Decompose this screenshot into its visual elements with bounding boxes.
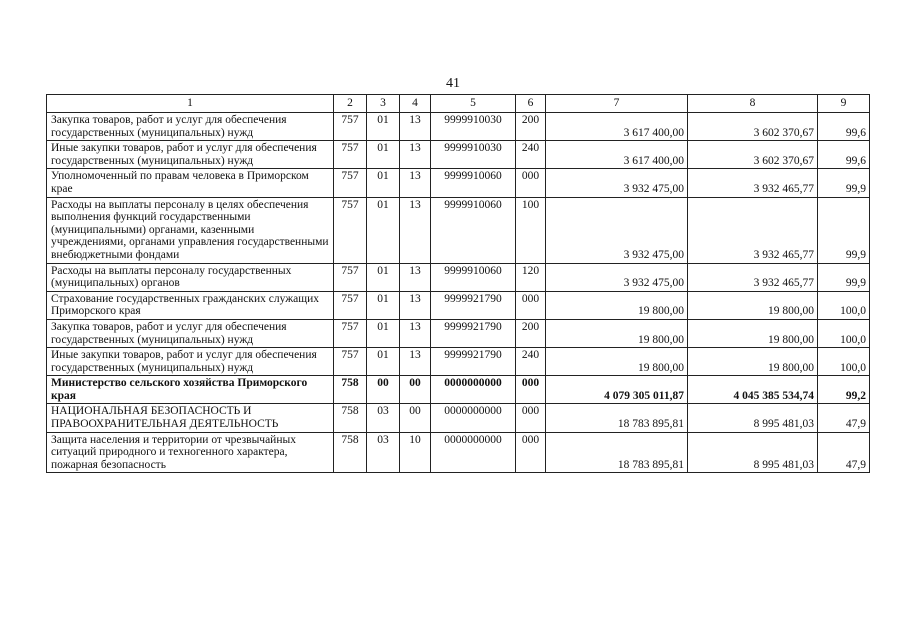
row-name-cell: Уполномоченный по правам человека в Приморском крае [47,169,334,197]
section-code-cell: 01 [367,263,400,291]
row-name-cell: Закупка товаров, работ и услуг для обеспечения государственных (муниципальных) нужд [47,113,334,141]
target-article-cell: 9999910060 [431,263,516,291]
budget-table [46,94,870,473]
execution-percent-cell: 99,9 [818,263,870,291]
execution-percent-cell: 99,9 [818,169,870,197]
execution-percent-cell: 47,9 [818,432,870,473]
table-row [47,113,870,141]
expense-type-cell: 120 [516,263,546,291]
section-code-cell: 03 [367,404,400,432]
target-article-cell: 9999921790 [431,291,516,319]
table-row [47,263,870,291]
executed-amount-cell: 19 800,00 [688,291,818,319]
executed-amount-cell: 8 995 481,03 [688,432,818,473]
execution-percent-cell: 47,9 [818,404,870,432]
section-code-cell: 03 [367,432,400,473]
ministry-code-cell: 757 [334,141,367,169]
column-header: 8 [688,95,818,113]
expense-type-cell: 240 [516,348,546,376]
subsection-code-cell: 13 [400,113,431,141]
ministry-code-cell: 757 [334,263,367,291]
ministry-code-cell: 758 [334,404,367,432]
row-name-cell: Иные закупки товаров, работ и услуг для обеспечения государственных (муниципальных) нужд [47,348,334,376]
planned-amount-cell: 18 783 895,81 [546,432,688,473]
target-article-cell: 9999910030 [431,141,516,169]
subsection-code-cell: 10 [400,432,431,473]
target-article-cell: 9999921790 [431,319,516,347]
executed-amount-cell: 19 800,00 [688,319,818,347]
subsection-code-cell: 00 [400,404,431,432]
table-row [47,141,870,169]
subsection-code-cell: 13 [400,263,431,291]
row-name-cell: Страхование государственных гражданских служащих Приморского края [47,291,334,319]
column-header: 4 [400,95,431,113]
planned-amount-cell: 3 932 475,00 [546,263,688,291]
planned-amount-cell: 3 617 400,00 [546,113,688,141]
subsection-code-cell: 13 [400,197,431,263]
planned-amount-cell: 3 617 400,00 [546,141,688,169]
target-article-cell: 9999921790 [431,348,516,376]
planned-amount-cell: 19 800,00 [546,291,688,319]
column-header: 6 [516,95,546,113]
ministry-code-cell: 757 [334,197,367,263]
section-code-cell: 01 [367,348,400,376]
row-name-cell: Иные закупки товаров, работ и услуг для обеспечения государственных (муниципальных) нужд [47,141,334,169]
row-name-cell: НАЦИОНАЛЬНАЯ БЕЗОПАСНОСТЬ И ПРАВООХРАНИТЕЛЬНАЯ ДЕЯТЕЛЬНОСТЬ [47,404,334,432]
table-row [47,432,870,473]
subsection-code-cell: 13 [400,141,431,169]
ministry-code-cell: 757 [334,291,367,319]
ministry-code-cell: 757 [334,169,367,197]
page-number: 41 [446,76,460,91]
table-row [47,319,870,347]
target-article-cell: 0000000000 [431,404,516,432]
row-name-cell: Министерство сельского хозяйства Приморского края [47,376,334,404]
expense-type-cell: 240 [516,141,546,169]
subsection-code-cell: 13 [400,169,431,197]
target-article-cell: 0000000000 [431,432,516,473]
table-row [47,169,870,197]
row-name-cell: Защита населения и территории от чрезвычайных ситуаций природного и техногенного характера, пожарная безопасность [47,432,334,473]
execution-percent-cell: 99,2 [818,376,870,404]
planned-amount-cell: 3 932 475,00 [546,169,688,197]
section-code-cell: 01 [367,319,400,347]
expense-type-cell: 200 [516,113,546,141]
target-article-cell: 9999910030 [431,113,516,141]
executed-amount-cell: 3 932 465,77 [688,263,818,291]
execution-percent-cell: 99,6 [818,113,870,141]
column-header: 7 [546,95,688,113]
section-code-cell: 01 [367,169,400,197]
subsection-code-cell: 13 [400,348,431,376]
planned-amount-cell: 18 783 895,81 [546,404,688,432]
table-header-row [47,95,870,113]
column-header: 3 [367,95,400,113]
executed-amount-cell: 4 045 385 534,74 [688,376,818,404]
section-code-cell: 00 [367,376,400,404]
subsection-code-cell: 00 [400,376,431,404]
column-header: 1 [47,95,334,113]
executed-amount-cell: 3 602 370,67 [688,113,818,141]
section-code-cell: 01 [367,141,400,169]
target-article-cell: 9999910060 [431,169,516,197]
ministry-code-cell: 757 [334,348,367,376]
table-row [47,291,870,319]
execution-percent-cell: 99,9 [818,197,870,263]
executed-amount-cell: 8 995 481,03 [688,404,818,432]
ministry-code-cell: 757 [334,319,367,347]
table-row [47,348,870,376]
expense-type-cell: 000 [516,404,546,432]
target-article-cell: 0000000000 [431,376,516,404]
execution-percent-cell: 100,0 [818,291,870,319]
planned-amount-cell: 19 800,00 [546,319,688,347]
section-code-cell: 01 [367,197,400,263]
row-name-cell: Закупка товаров, работ и услуг для обеспечения государственных (муниципальных) нужд [47,319,334,347]
target-article-cell: 9999910060 [431,197,516,263]
executed-amount-cell: 3 932 465,77 [688,197,818,263]
row-name-cell: Расходы на выплаты персоналу в целях обеспечения выполнения функций государственными (муниципальными) органами, казенными учреждениями, органами управления государственными внебюджетными фондами [47,197,334,263]
execution-percent-cell: 100,0 [818,348,870,376]
expense-type-cell: 000 [516,376,546,404]
executed-amount-cell: 3 932 465,77 [688,169,818,197]
expense-type-cell: 200 [516,319,546,347]
executed-amount-cell: 3 602 370,67 [688,141,818,169]
column-header: 5 [431,95,516,113]
expense-type-cell: 100 [516,197,546,263]
planned-amount-cell: 3 932 475,00 [546,197,688,263]
section-code-cell: 01 [367,291,400,319]
column-header: 9 [818,95,870,113]
execution-percent-cell: 100,0 [818,319,870,347]
ministry-code-cell: 758 [334,376,367,404]
execution-percent-cell: 99,6 [818,141,870,169]
section-code-cell: 01 [367,113,400,141]
expense-type-cell: 000 [516,169,546,197]
column-header: 2 [334,95,367,113]
expense-type-cell: 000 [516,432,546,473]
table-row [47,376,870,404]
table-row [47,197,870,263]
row-name-cell: Расходы на выплаты персоналу государственных (муниципальных) органов [47,263,334,291]
table-row [47,404,870,432]
expense-type-cell: 000 [516,291,546,319]
ministry-code-cell: 757 [334,113,367,141]
planned-amount-cell: 4 079 305 011,87 [546,376,688,404]
subsection-code-cell: 13 [400,291,431,319]
executed-amount-cell: 19 800,00 [688,348,818,376]
subsection-code-cell: 13 [400,319,431,347]
ministry-code-cell: 758 [334,432,367,473]
planned-amount-cell: 19 800,00 [546,348,688,376]
